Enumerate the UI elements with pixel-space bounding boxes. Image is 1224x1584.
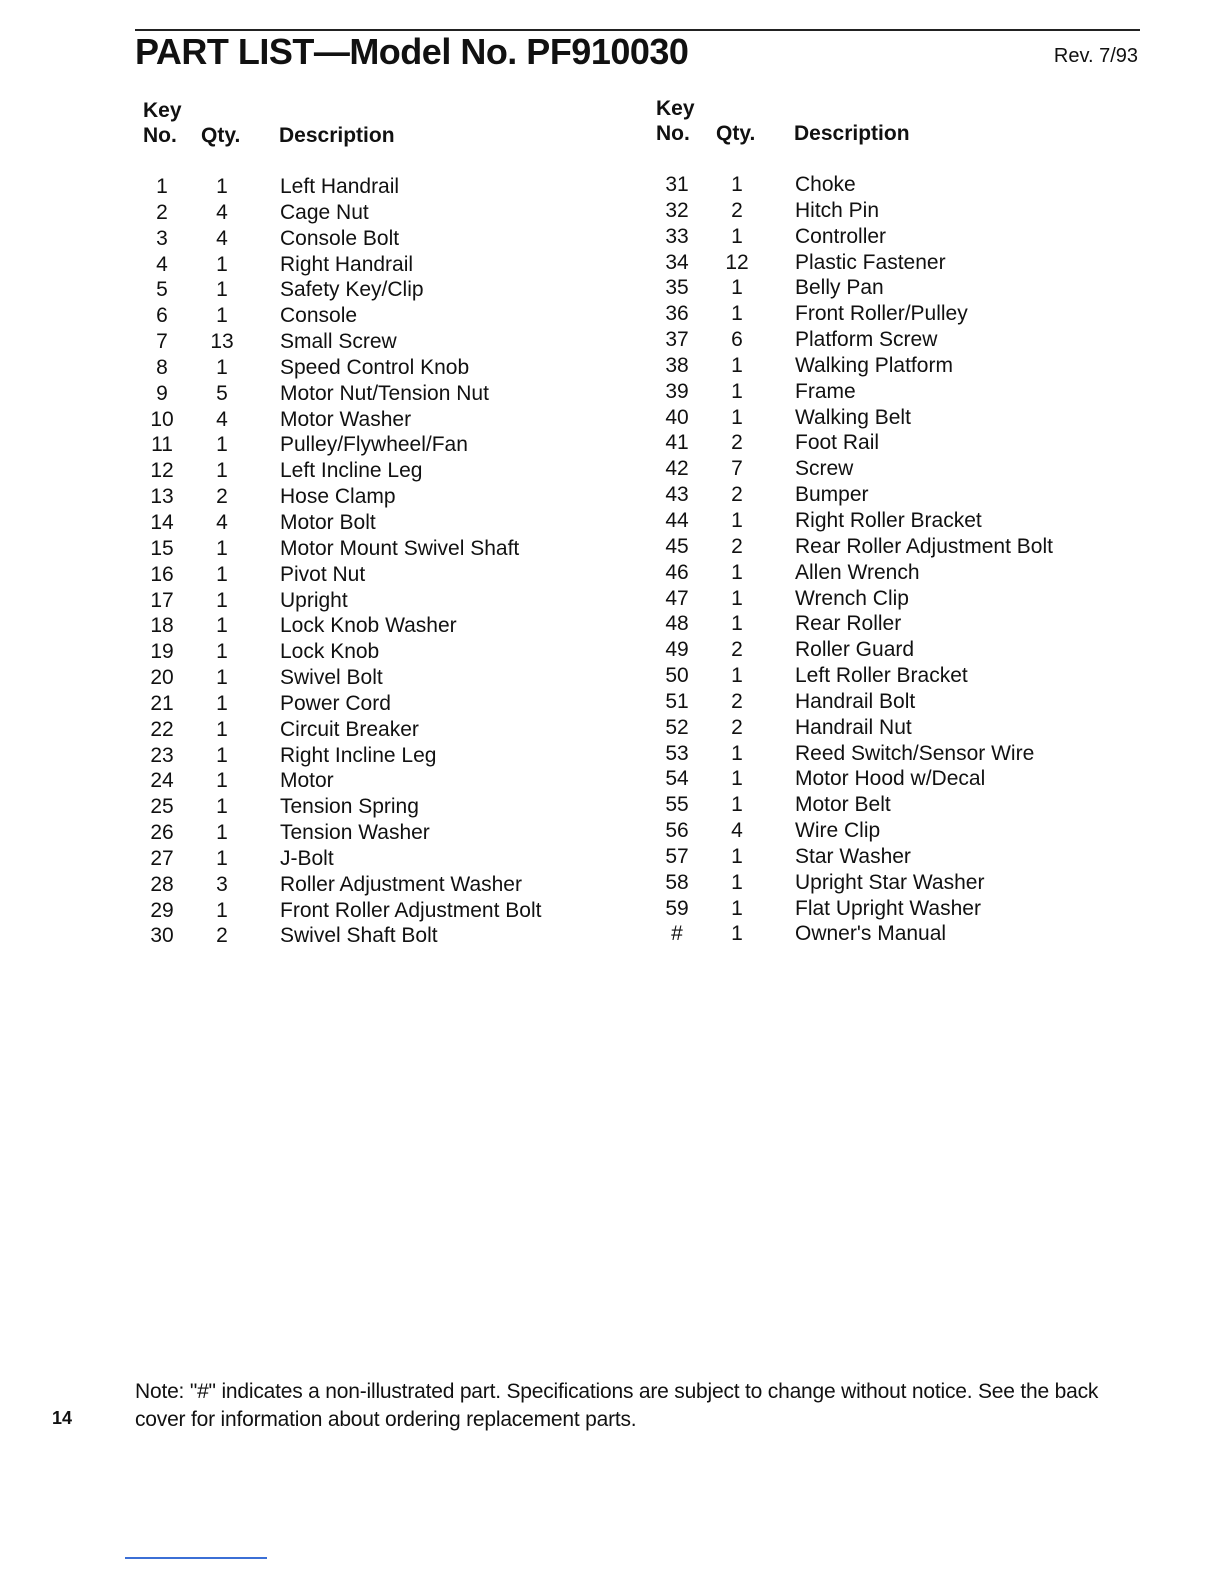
part-qty: 1	[216, 666, 228, 690]
part-description: Allen Wrench	[795, 560, 920, 584]
part-qty: 1	[731, 793, 743, 817]
part-qty: 2	[731, 198, 743, 222]
part-key: 1	[156, 175, 168, 198]
part-qty: 6	[731, 328, 743, 352]
part-description: Owner's Manual	[795, 922, 947, 946]
part-qty: 1	[216, 588, 228, 612]
part-description: Safety Key/Clip	[280, 278, 424, 302]
part-description: Small Screw	[280, 330, 397, 354]
part-description: Motor	[280, 769, 334, 793]
part-description: Hitch Pin	[795, 198, 880, 222]
part-description: Walking Platform	[795, 353, 953, 377]
part-key: 2	[156, 200, 168, 224]
part-description: Left Handrail	[280, 175, 400, 198]
part-qty: 1	[216, 355, 228, 379]
part-qty: 1	[216, 769, 228, 793]
part-key: 19	[150, 640, 174, 664]
part-description: Console	[280, 304, 358, 328]
part-qty: 1	[731, 741, 743, 765]
part-key: 17	[150, 588, 174, 612]
part-key: 23	[150, 743, 174, 767]
part-qty: 1	[731, 844, 743, 868]
part-description: Flat Upright Washer	[795, 896, 981, 920]
part-key: #	[671, 922, 683, 946]
part-key: 31	[665, 173, 689, 196]
part-description: Frame	[795, 379, 856, 403]
part-key: 38	[665, 353, 689, 377]
part-qty: 1	[216, 821, 228, 845]
part-description: Motor Hood w/Decal	[795, 767, 986, 791]
part-key: 22	[150, 717, 174, 741]
part-qty: 1	[731, 173, 743, 196]
part-qty: 1	[216, 278, 228, 302]
part-key: 55	[665, 793, 689, 817]
part-qty: 2	[731, 534, 743, 558]
part-qty: 4	[216, 407, 228, 431]
part-qty: 1	[731, 612, 743, 636]
part-qty: 1	[731, 224, 743, 248]
part-key: 4	[156, 252, 168, 276]
part-qty: 1	[731, 353, 743, 377]
part-description: Front Roller/Pulley	[795, 302, 968, 326]
part-description: Tension Washer	[280, 821, 430, 845]
part-description: Lock Knob Washer	[280, 614, 457, 638]
part-key: 41	[665, 431, 689, 455]
part-key: 24	[150, 769, 174, 793]
part-key: 33	[665, 224, 689, 248]
part-qty: 1	[731, 508, 743, 532]
part-description: Cage Nut	[280, 200, 369, 224]
part-description: Controller	[795, 224, 887, 248]
part-description: Circuit Breaker	[280, 717, 419, 741]
header-description-label: Description	[279, 124, 395, 147]
part-key: 27	[150, 846, 174, 870]
part-qty: 1	[216, 459, 228, 483]
part-description: Right Incline Leg	[280, 743, 437, 767]
part-qty: 1	[731, 276, 743, 300]
part-qty: 2	[216, 924, 228, 948]
part-description: Handrail Nut	[795, 715, 912, 739]
part-key: 59	[665, 896, 689, 920]
part-qty: 1	[731, 767, 743, 791]
part-description: Pivot Nut	[280, 562, 366, 586]
part-key: 56	[665, 819, 689, 843]
part-qty: 4	[216, 226, 228, 250]
part-description: Left Incline Leg	[280, 459, 423, 483]
part-qty: 1	[731, 405, 743, 429]
part-description: Roller Guard	[795, 638, 915, 662]
part-key: 48	[665, 612, 689, 636]
part-key: 6	[156, 304, 168, 328]
part-description: Tension Spring	[280, 795, 419, 819]
part-description: Screw	[795, 457, 854, 481]
part-description: Roller Adjustment Washer	[280, 872, 522, 896]
header-key-label: Key	[656, 97, 695, 120]
part-description: Wrench Clip	[795, 586, 909, 610]
part-key: 53	[665, 741, 689, 765]
part-key: 30	[150, 924, 174, 948]
part-description: Motor Nut/Tension Nut	[280, 381, 489, 405]
part-description: Hose Clamp	[280, 485, 396, 509]
part-qty: 2	[216, 485, 228, 509]
part-key: 18	[150, 614, 174, 638]
part-qty: 7	[731, 457, 743, 481]
part-description: Motor Belt	[795, 793, 891, 817]
footnote: Note: "#" indicates a non-illustrated part. Specifications are subject to change without notice. See the back cover for information about ordering replacement parts.	[135, 1380, 1099, 1431]
part-key: 54	[665, 767, 689, 791]
part-key: 50	[665, 664, 689, 688]
part-description: Bumper	[795, 483, 869, 507]
header-qty-label: Qty.	[201, 124, 241, 147]
part-qty: 1	[216, 175, 228, 198]
part-qty: 3	[216, 872, 228, 896]
page-number: 14	[52, 1408, 73, 1428]
part-key: 5	[156, 278, 168, 302]
part-key: 35	[665, 276, 689, 300]
part-qty: 1	[216, 795, 228, 819]
part-qty: 1	[216, 743, 228, 767]
part-description: Motor Washer	[280, 407, 412, 431]
page-title: PART LIST—Model No. PF910030	[135, 31, 689, 72]
part-qty: 1	[731, 922, 743, 946]
part-key: 43	[665, 483, 689, 507]
part-key: 12	[150, 459, 174, 483]
part-qty: 1	[731, 664, 743, 688]
part-qty: 1	[216, 846, 228, 870]
header-no-label: No.	[143, 124, 177, 147]
header-qty-label: Qty.	[716, 122, 756, 145]
part-qty: 12	[725, 250, 749, 274]
part-key: 52	[665, 715, 689, 739]
part-description: Rear Roller Adjustment Bolt	[795, 534, 1053, 558]
part-key: 14	[150, 510, 174, 534]
part-qty: 1	[731, 586, 743, 610]
part-qty: 1	[216, 614, 228, 638]
part-description: Upright Star Washer	[795, 870, 985, 894]
part-qty: 2	[731, 483, 743, 507]
part-description: Platform Screw	[795, 328, 938, 352]
part-description: Handrail Bolt	[795, 689, 916, 713]
part-description: Pulley/Flywheel/Fan	[280, 433, 468, 457]
part-key: 32	[665, 198, 689, 222]
part-description: Plastic Fastener	[795, 250, 946, 274]
part-key: 44	[665, 508, 689, 532]
part-description: Foot Rail	[795, 431, 880, 455]
part-key: 16	[150, 562, 174, 586]
part-qty: 1	[731, 896, 743, 920]
revision-label: Rev. 7/93	[1053, 45, 1138, 67]
part-key: 46	[665, 560, 689, 584]
part-qty: 13	[210, 330, 234, 354]
part-qty: 1	[216, 691, 228, 715]
part-key: 51	[665, 689, 689, 713]
part-description: Right Handrail	[280, 252, 414, 276]
part-qty: 4	[731, 819, 743, 843]
part-description: Motor Mount Swivel Shaft	[280, 536, 520, 560]
part-description: Choke	[795, 173, 856, 196]
part-description: Speed Control Knob	[280, 355, 470, 379]
part-qty: 4	[216, 510, 228, 534]
part-key: 26	[150, 821, 174, 845]
part-key: 10	[150, 407, 174, 431]
part-description: Right Roller Bracket	[795, 508, 982, 532]
part-key: 47	[665, 586, 689, 610]
part-key: 9	[156, 381, 168, 405]
part-key: 39	[665, 379, 689, 403]
part-key: 15	[150, 536, 174, 560]
part-description: Walking Belt	[795, 405, 911, 429]
part-description: Left Roller Bracket	[795, 664, 968, 688]
part-description: Power Cord	[280, 691, 391, 715]
part-key: 49	[665, 638, 689, 662]
part-key: 8	[156, 355, 168, 379]
header-no-label: No.	[656, 122, 690, 145]
part-qty: 1	[216, 898, 228, 922]
part-key: 3	[156, 226, 168, 250]
part-key: 7	[156, 330, 168, 354]
part-key: 57	[665, 844, 689, 868]
part-qty: 1	[731, 560, 743, 584]
part-key: 20	[150, 666, 174, 690]
part-description: Upright	[280, 588, 348, 612]
part-key: 45	[665, 534, 689, 558]
part-qty: 1	[216, 640, 228, 664]
part-description: Swivel Shaft Bolt	[280, 924, 438, 948]
part-qty: 2	[731, 431, 743, 455]
part-qty: 4	[216, 200, 228, 224]
header-description-label: Description	[794, 122, 910, 145]
part-key: 36	[665, 302, 689, 326]
part-qty: 1	[216, 562, 228, 586]
part-description: Lock Knob	[280, 640, 380, 664]
part-key: 13	[150, 485, 174, 509]
part-qty: 2	[731, 638, 743, 662]
part-qty: 1	[216, 717, 228, 741]
part-description: Console Bolt	[280, 226, 400, 250]
part-description: Swivel Bolt	[280, 666, 383, 690]
part-key: 37	[665, 328, 689, 352]
part-qty: 2	[731, 715, 743, 739]
part-qty: 2	[731, 689, 743, 713]
part-key: 34	[665, 250, 689, 274]
part-key: 21	[150, 691, 174, 715]
part-qty: 1	[731, 302, 743, 326]
part-key: 29	[150, 898, 174, 922]
part-key: 42	[665, 457, 689, 481]
part-description: Star Washer	[795, 844, 911, 868]
part-description: Wire Clip	[795, 819, 881, 843]
part-qty: 5	[216, 381, 228, 405]
header-key-label: Key	[143, 99, 182, 122]
part-key: 40	[665, 405, 689, 429]
part-qty: 1	[731, 379, 743, 403]
part-qty: 1	[216, 433, 228, 457]
part-description: Front Roller Adjustment Bolt	[280, 898, 542, 922]
part-key: 25	[150, 795, 174, 819]
bottom-rule	[125, 1557, 267, 1559]
part-qty: 1	[216, 304, 228, 328]
part-description: Belly Pan	[795, 276, 884, 300]
part-key: 28	[150, 872, 174, 896]
part-description: J-Bolt	[280, 846, 334, 870]
part-qty: 1	[216, 536, 228, 560]
part-qty: 1	[731, 870, 743, 894]
part-description: Motor Bolt	[280, 510, 376, 534]
part-key: 58	[665, 870, 689, 894]
part-qty: 1	[216, 252, 228, 276]
part-key: 11	[151, 433, 173, 457]
part-description: Reed Switch/Sensor Wire	[795, 741, 1035, 765]
part-description: Rear Roller	[795, 612, 902, 636]
